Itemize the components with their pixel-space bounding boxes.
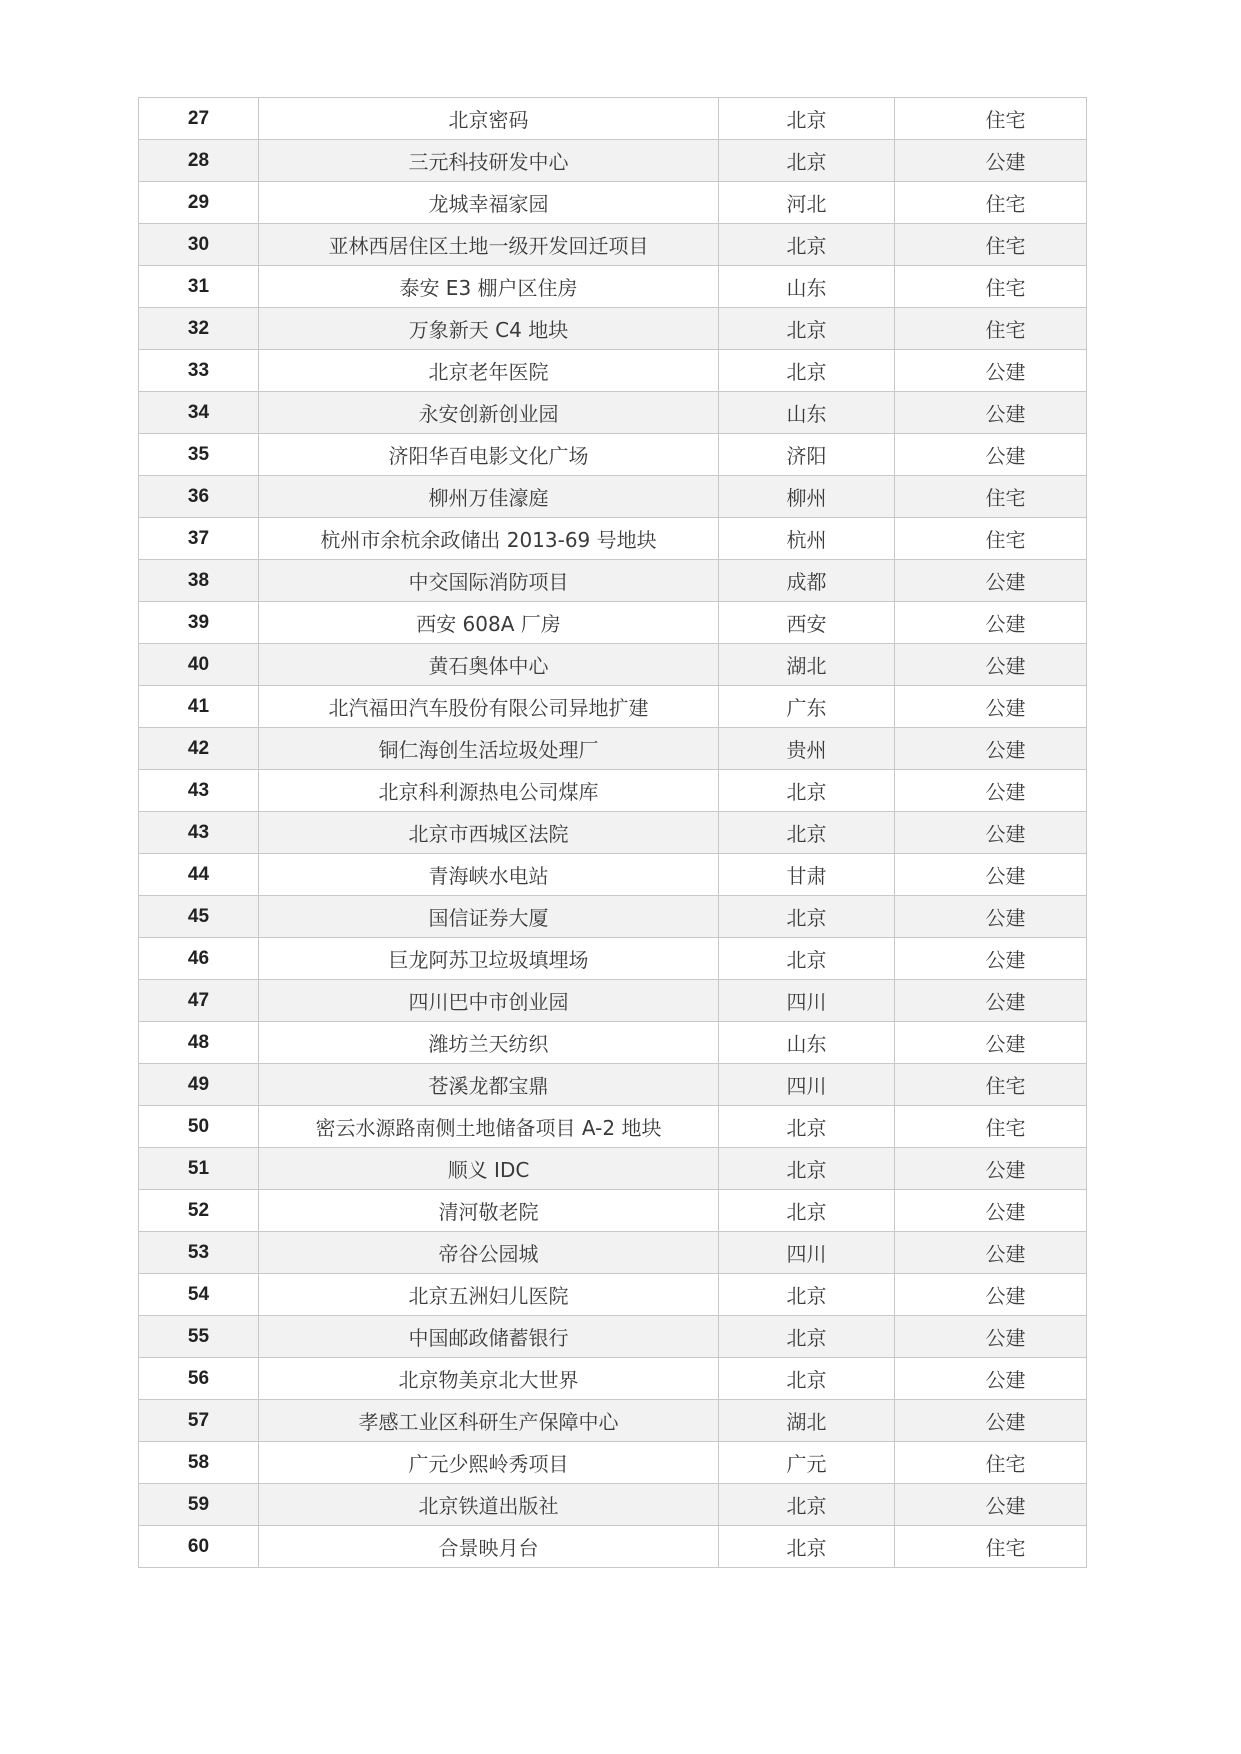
- project-region-cell: 甘肃: [719, 854, 895, 896]
- project-region-cell: 四川: [719, 1064, 895, 1106]
- project-region-cell: 北京: [719, 1274, 895, 1316]
- project-name-cell: 北京物美京北大世界: [259, 1358, 719, 1400]
- project-type-cell: 公建: [895, 1274, 1087, 1316]
- table-row: [139, 140, 1087, 182]
- project-name-cell: 杭州市余杭余政储出 2013-69 号地块: [259, 518, 719, 560]
- project-type-cell: 公建: [895, 140, 1087, 182]
- project-type-cell: 公建: [895, 980, 1087, 1022]
- project-name-cell: 北京五洲妇儿医院: [259, 1274, 719, 1316]
- project-type-cell: 住宅: [895, 182, 1087, 224]
- project-type-cell: 公建: [895, 1358, 1087, 1400]
- project-region-cell: 山东: [719, 392, 895, 434]
- project-region-cell: 山东: [719, 1022, 895, 1064]
- project-name-cell: 龙城幸福家园: [259, 182, 719, 224]
- project-number-cell: 38: [139, 560, 259, 602]
- table-row: [139, 896, 1087, 938]
- table-row: [139, 812, 1087, 854]
- project-region-cell: 湖北: [719, 1400, 895, 1442]
- table-row: [139, 350, 1087, 392]
- project-name-cell: 北京老年医院: [259, 350, 719, 392]
- project-name-cell: 北京铁道出版社: [259, 1484, 719, 1526]
- project-region-cell: 北京: [719, 350, 895, 392]
- project-region-cell: 济阳: [719, 434, 895, 476]
- project-region-cell: 西安: [719, 602, 895, 644]
- table-row: [139, 266, 1087, 308]
- project-region-cell: 北京: [719, 224, 895, 266]
- project-name-cell: 柳州万佳濠庭: [259, 476, 719, 518]
- project-number-cell: 30: [139, 224, 259, 266]
- project-type-cell: 住宅: [895, 98, 1087, 140]
- project-number-cell: 53: [139, 1232, 259, 1274]
- table-row: [139, 434, 1087, 476]
- table-row: [139, 308, 1087, 350]
- project-name-cell: 北京密码: [259, 98, 719, 140]
- project-type-cell: 公建: [895, 1232, 1087, 1274]
- project-type-cell: 公建: [895, 938, 1087, 980]
- project-name-cell: 广元少熙岭秀项目: [259, 1442, 719, 1484]
- table-row: [139, 1526, 1087, 1568]
- project-table: [138, 97, 1087, 1568]
- project-region-cell: 广元: [719, 1442, 895, 1484]
- project-name-cell: 济阳华百电影文化广场: [259, 434, 719, 476]
- project-number-cell: 51: [139, 1148, 259, 1190]
- project-region-cell: 河北: [719, 182, 895, 224]
- project-region-cell: 北京: [719, 812, 895, 854]
- project-number-cell: 52: [139, 1190, 259, 1232]
- project-type-cell: 公建: [895, 1484, 1087, 1526]
- project-type-cell: 公建: [895, 560, 1087, 602]
- project-type-cell: 公建: [895, 686, 1087, 728]
- project-number-cell: 32: [139, 308, 259, 350]
- project-name-cell: 中交国际消防项目: [259, 560, 719, 602]
- project-region-cell: 北京: [719, 1316, 895, 1358]
- project-number-cell: 37: [139, 518, 259, 560]
- table-row: [139, 476, 1087, 518]
- project-name-cell: 万象新天 C4 地块: [259, 308, 719, 350]
- project-name-cell: 中国邮政储蓄银行: [259, 1316, 719, 1358]
- project-name-cell: 巨龙阿苏卫垃圾填埋场: [259, 938, 719, 980]
- project-number-cell: 42: [139, 728, 259, 770]
- project-region-cell: 北京: [719, 1190, 895, 1232]
- project-type-cell: 住宅: [895, 266, 1087, 308]
- project-region-cell: 湖北: [719, 644, 895, 686]
- project-type-cell: 公建: [895, 350, 1087, 392]
- project-name-cell: 泰安 E3 棚户区住房: [259, 266, 719, 308]
- project-name-cell: 北京市西城区法院: [259, 812, 719, 854]
- project-number-cell: 29: [139, 182, 259, 224]
- project-name-cell: 帝谷公园城: [259, 1232, 719, 1274]
- project-region-cell: 柳州: [719, 476, 895, 518]
- project-number-cell: 50: [139, 1106, 259, 1148]
- table-row: [139, 224, 1087, 266]
- project-region-cell: 北京: [719, 308, 895, 350]
- table-row: [139, 182, 1087, 224]
- project-region-cell: 北京: [719, 1358, 895, 1400]
- project-number-cell: 39: [139, 602, 259, 644]
- project-number-cell: 36: [139, 476, 259, 518]
- project-type-cell: 公建: [895, 1316, 1087, 1358]
- project-region-cell: 北京: [719, 896, 895, 938]
- project-number-cell: 43: [139, 812, 259, 854]
- project-region-cell: 四川: [719, 1232, 895, 1274]
- project-number-cell: 54: [139, 1274, 259, 1316]
- table-row: [139, 644, 1087, 686]
- project-name-cell: 铜仁海创生活垃圾处理厂: [259, 728, 719, 770]
- project-type-cell: 公建: [895, 434, 1087, 476]
- project-name-cell: 清河敬老院: [259, 1190, 719, 1232]
- project-number-cell: 41: [139, 686, 259, 728]
- project-name-cell: 北京科利源热电公司煤库: [259, 770, 719, 812]
- project-number-cell: 47: [139, 980, 259, 1022]
- project-type-cell: 住宅: [895, 224, 1087, 266]
- project-region-cell: 贵州: [719, 728, 895, 770]
- project-name-cell: 亚林西居住区土地一级开发回迁项目: [259, 224, 719, 266]
- project-type-cell: 公建: [895, 1022, 1087, 1064]
- table-row: [139, 1442, 1087, 1484]
- project-region-cell: 广东: [719, 686, 895, 728]
- table-row: [139, 854, 1087, 896]
- project-number-cell: 59: [139, 1484, 259, 1526]
- table-row: [139, 1232, 1087, 1274]
- project-number-cell: 45: [139, 896, 259, 938]
- project-name-cell: 永安创新创业园: [259, 392, 719, 434]
- project-type-cell: 住宅: [895, 1526, 1087, 1568]
- project-number-cell: 28: [139, 140, 259, 182]
- project-name-cell: 潍坊兰天纺织: [259, 1022, 719, 1064]
- project-number-cell: 31: [139, 266, 259, 308]
- project-number-cell: 35: [139, 434, 259, 476]
- project-number-cell: 33: [139, 350, 259, 392]
- project-number-cell: 49: [139, 1064, 259, 1106]
- project-number-cell: 46: [139, 938, 259, 980]
- table-row: [139, 518, 1087, 560]
- project-number-cell: 27: [139, 98, 259, 140]
- table-row: [139, 602, 1087, 644]
- project-region-cell: 北京: [719, 938, 895, 980]
- project-type-cell: 住宅: [895, 1442, 1087, 1484]
- project-name-cell: 国信证券大厦: [259, 896, 719, 938]
- project-type-cell: 公建: [895, 644, 1087, 686]
- project-number-cell: 40: [139, 644, 259, 686]
- table-row: [139, 1316, 1087, 1358]
- project-number-cell: 57: [139, 1400, 259, 1442]
- project-number-cell: 48: [139, 1022, 259, 1064]
- table-row: [139, 1106, 1087, 1148]
- table-row: [139, 1484, 1087, 1526]
- project-number-cell: 60: [139, 1526, 259, 1568]
- table-row: [139, 1358, 1087, 1400]
- table-row: [139, 560, 1087, 602]
- table-row: [139, 1148, 1087, 1190]
- project-type-cell: 公建: [895, 602, 1087, 644]
- table-row: [139, 686, 1087, 728]
- table-row: [139, 1064, 1087, 1106]
- project-region-cell: 山东: [719, 266, 895, 308]
- project-region-cell: 北京: [719, 1148, 895, 1190]
- project-table-body: [139, 98, 1087, 1568]
- project-type-cell: 公建: [895, 392, 1087, 434]
- project-number-cell: 44: [139, 854, 259, 896]
- project-name-cell: 四川巴中市创业园: [259, 980, 719, 1022]
- project-name-cell: 苍溪龙都宝鼎: [259, 1064, 719, 1106]
- table-row: [139, 392, 1087, 434]
- project-name-cell: 密云水源路南侧土地储备项目 A-2 地块: [259, 1106, 719, 1148]
- project-type-cell: 公建: [895, 896, 1087, 938]
- project-type-cell: 住宅: [895, 308, 1087, 350]
- project-type-cell: 住宅: [895, 476, 1087, 518]
- table-row: [139, 980, 1087, 1022]
- table-row: [139, 770, 1087, 812]
- project-number-cell: 43: [139, 770, 259, 812]
- project-name-cell: 合景映月台: [259, 1526, 719, 1568]
- project-name-cell: 北汽福田汽车股份有限公司异地扩建: [259, 686, 719, 728]
- table-row: [139, 938, 1087, 980]
- project-type-cell: 公建: [895, 770, 1087, 812]
- project-region-cell: 杭州: [719, 518, 895, 560]
- project-type-cell: 公建: [895, 1190, 1087, 1232]
- project-name-cell: 三元科技研发中心: [259, 140, 719, 182]
- project-number-cell: 56: [139, 1358, 259, 1400]
- table-row: [139, 1190, 1087, 1232]
- project-name-cell: 青海峡水电站: [259, 854, 719, 896]
- project-type-cell: 住宅: [895, 518, 1087, 560]
- project-region-cell: 四川: [719, 980, 895, 1022]
- table-row: [139, 98, 1087, 140]
- project-region-cell: 成都: [719, 560, 895, 602]
- project-type-cell: 公建: [895, 1400, 1087, 1442]
- project-region-cell: 北京: [719, 1484, 895, 1526]
- project-number-cell: 58: [139, 1442, 259, 1484]
- table-row: [139, 1274, 1087, 1316]
- table-row: [139, 1022, 1087, 1064]
- project-region-cell: 北京: [719, 140, 895, 182]
- project-type-cell: 公建: [895, 728, 1087, 770]
- project-name-cell: 顺义 IDC: [259, 1148, 719, 1190]
- project-name-cell: 黄石奥体中心: [259, 644, 719, 686]
- project-type-cell: 公建: [895, 812, 1087, 854]
- table-row: [139, 1400, 1087, 1442]
- table-row: [139, 728, 1087, 770]
- project-number-cell: 55: [139, 1316, 259, 1358]
- project-region-cell: 北京: [719, 1526, 895, 1568]
- project-region-cell: 北京: [719, 98, 895, 140]
- project-name-cell: 西安 608A 厂房: [259, 602, 719, 644]
- project-name-cell: 孝感工业区科研生产保障中心: [259, 1400, 719, 1442]
- project-number-cell: 34: [139, 392, 259, 434]
- project-region-cell: 北京: [719, 1106, 895, 1148]
- project-type-cell: 住宅: [895, 1064, 1087, 1106]
- project-type-cell: 公建: [895, 854, 1087, 896]
- project-type-cell: 公建: [895, 1148, 1087, 1190]
- project-region-cell: 北京: [719, 770, 895, 812]
- project-type-cell: 住宅: [895, 1106, 1087, 1148]
